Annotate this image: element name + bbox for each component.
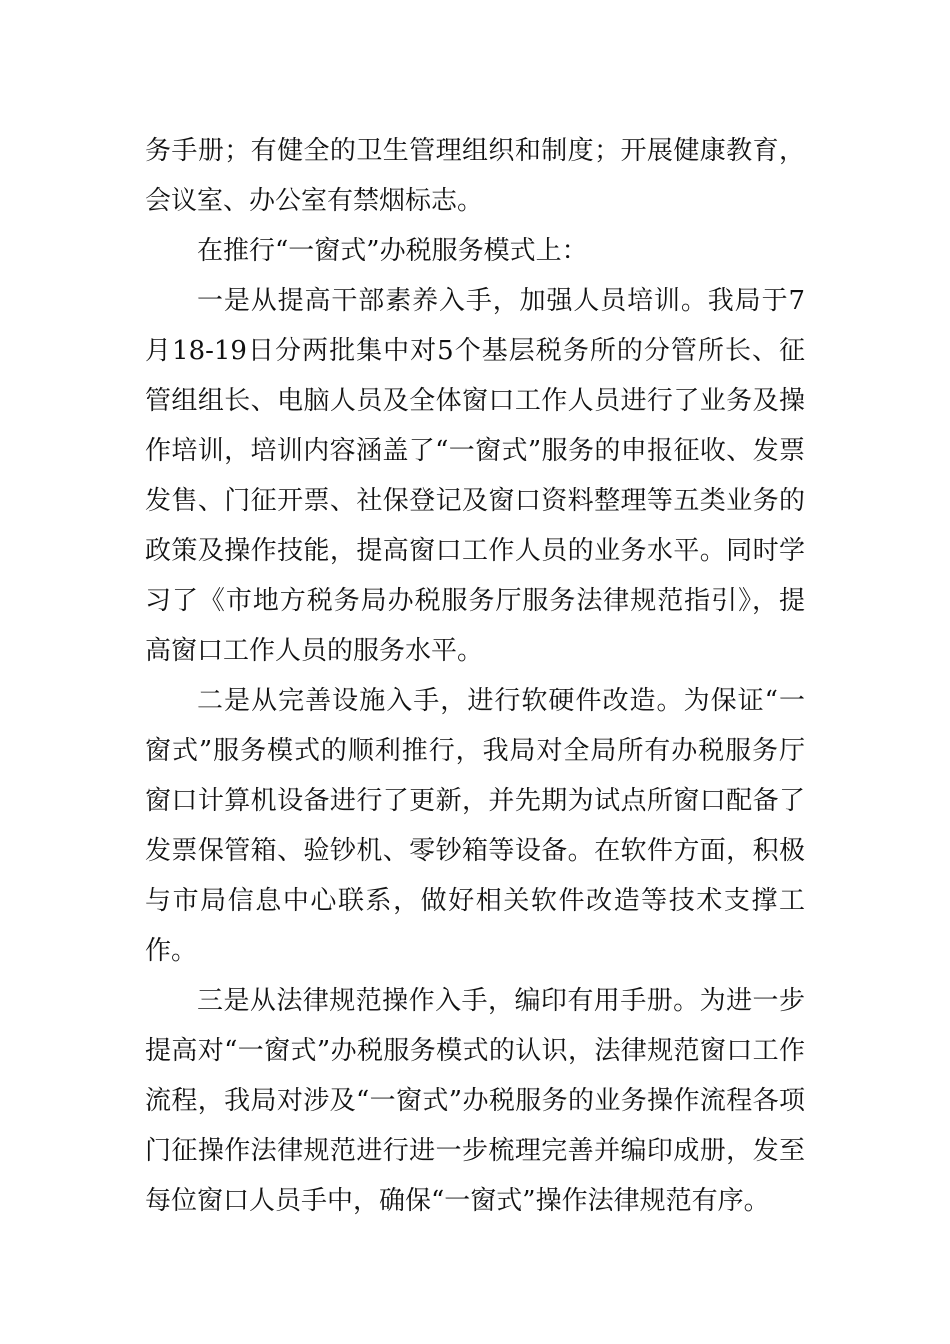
document-body	[145, 126, 805, 1226]
paragraph-continuation: 务手册；有健全的卫生管理组织和制度；开展健康教育，会议室、办公室有禁烟标志。	[145, 136, 805, 216]
paragraph-section-intro: 在推行“一窗式”办税服务模式上：	[197, 236, 588, 266]
paragraph-item-2: 二是从完善设施入手，进行软硬件改造。为保证“一窗式”服务模式的顺利推行，我局对全局所有办税服务厅窗口计算机设备进行了更新，并先期为试点所窗口配备了发票保管箱、验钞机、零钞箱等设备。在软件方面，积极与市局信息中心联系，做好相关软件改造等技术支撑工作。	[145, 686, 805, 966]
paragraph-item-1: 一是从提高干部素养入手，加强人员培训。我局于7月18-19日分两批集中对5个基层税务所的分管所长、征管组组长、电脑人员及全体窗口工作人员进行了业务及操作培训，培训内容涵盖了“一窗式”服务的申报征收、发票发售、门征开票、社保登记及窗口资料整理等五类业务的政策及操作技能，提高窗口工作人员的业务水平。同时学习了《市地方税务局办税服务厅服务法律规范指引》，提高窗口工作人员的服务水平。	[145, 286, 805, 666]
paragraph-item-3: 三是从法律规范操作入手，编印有用手册。为进一步提高对“一窗式”办税服务模式的认识，法律规范窗口工作流程，我局对涉及“一窗式”办税服务的业务操作流程各项门征操作法律规范进行进一步梳理完善并编印成册，发至每位窗口人员手中，确保“一窗式”操作法律规范有序。	[145, 986, 805, 1216]
